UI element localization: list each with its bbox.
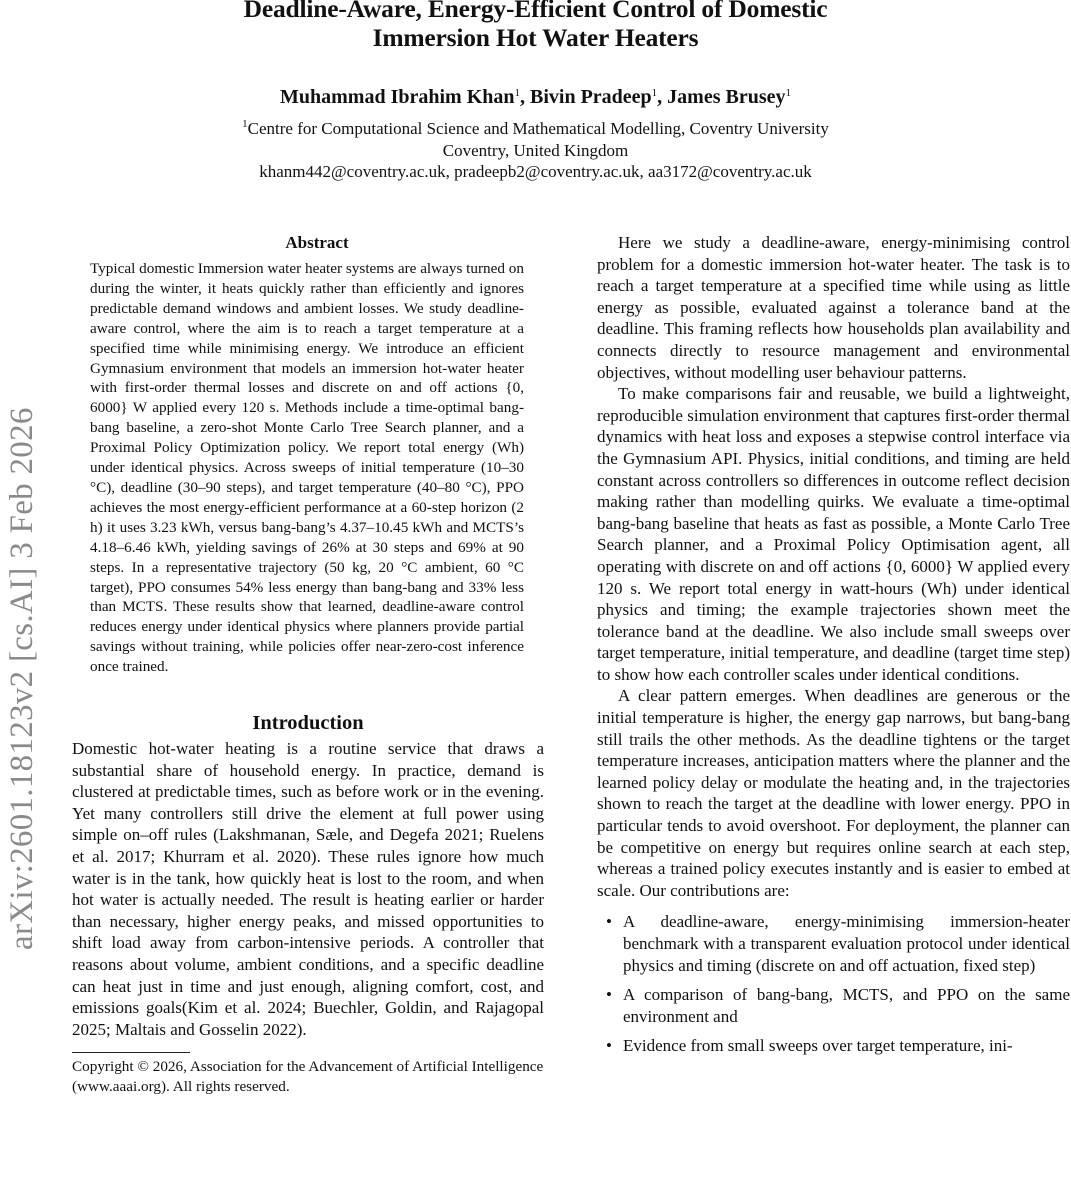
- abstract-heading: Abstract: [285, 233, 349, 252]
- affiliation-block: [0, 114, 1071, 183]
- author-separator: ,: [657, 86, 668, 108]
- contribution-text: A comparison of bang-bang, MCTS, and PPO on the same environment and: [623, 985, 1070, 1026]
- intro-paragraph-1: Domestic hot-water heating is a routine service that draws a substantial share of household energy. In practice, demand is clustered at predictable times, such as before work or in the evening. Yet many controllers still drive the element at full power using simple on–off rules (Lakshmanan, Sæle, and Degefa 2021; Ruelens et al. 2017; Khurram et al. 2020). These rules ignore how much water is in the tank, how quickly heat is lost to the room, and when hot water is actually needed. The result is heating earlier or harder than necessary, higher energy peaks, and missed opportunities to shift load away from carbon-intensive periods. A controller that reasons about volume, ambient conditions, and a specific deadline can heat just in time and just enough, aligning comfort, cost, and emissions goals(Kim et al. 2024; Buechler, Goldin, and Rajagopal 2025; Maltais and Gosselin 2022).: [72, 739, 544, 1039]
- author-name: James Brusey: [667, 86, 786, 108]
- contribution-text: A deadline-aware, energy-minimising immersion-heater benchmark with a transparent evaluation protocol under identical physics and timing (discrete on and off actuation, fixed step): [623, 912, 1070, 975]
- intro-paragraph-2: Here we study a deadline-aware, energy-minimising control problem for a domestic immersion hot-water heater. The task is to reach a target temperature at a specified time while using as little energy as possible, evaluated against a tolerance band at the deadline. This framing reflects how households plan availability and connects directly to resource management and environmental objectives, without modelling user behaviour patterns.: [597, 233, 1070, 382]
- author-name: Muhammad Ibrahim Khan: [280, 86, 515, 108]
- affiliation-line-1: Centre for Computational Science and Mathematical Modelling, Coventry University: [247, 119, 829, 138]
- introduction-heading: Introduction: [252, 712, 364, 735]
- title-line-1: Deadline-Aware, Energy-Efficient Control of Domestic: [243, 0, 828, 23]
- bullet-icon: •: [606, 985, 612, 1005]
- affiliation-line-2: Coventry, United Kingdom: [442, 140, 629, 160]
- abstract-text: Typical domestic Immersion water heater systems are always turned on during the winter, it heats quickly rather than efficiently and ignores predictable demand windows and ambient losses. We study deadline-aware control, where the aim is to reach a target temperature at a specified time while minimising energy. We introduce an efficient Gymnasium environment that models an immersion hot-water heater with first-order thermal losses and discrete on and off actions {0, 6000} W applied every 120 s. Methods include a time-optimal bang-bang baseline, a zero-shot Monte Carlo Tree Search planner, and a Proximal Policy Optimization policy. We report total energy (Wh) under identical physics. Across sweeps of initial temperature (10–30 °C), deadline (30–90 steps), and target temperature (40–80 °C), PPO achieves the most energy-efficient performance at a 60-step horizon (2 h) it uses 3.23 kWh, versus bang-bang’s 4.37–10.45 kWh and MCTS’s 4.18–6.46 kWh, yielding savings of 26% at 30 steps and 69% at 90 steps. In a representative trajectory (50 kg, 20 °C ambient, 60 °C target), PPO consumes 54% less energy than bang-bang and 33% less than MCTS. These results show that learned, deadline-aware control reduces energy under identical physics where planners provide partial savings without training, while policies offer near-zero-cost inference once trained.: [90, 260, 524, 676]
- affil-marker: 1: [242, 118, 248, 130]
- intro-paragraph-3: To make comparisons fair and reusable, we build a lightweight, reproducible simulation environment that captures first-order thermal dynamics with heat loss and exposes a stepwise control interface via the Gymnasium API. Physics, initial conditions, and timing are held constant across controllers so differences in outcome reflect decision making rather than modelling quirks. We evaluate a time-optimal bang-bang baseline that heats as fast as possible, a Monte Carlo Tree Search planner, and a Proximal Policy Optimisation agent, all operating with discrete on and off actions {0, 6000} W applied every 120 s. We report total energy in watt-hours (Wh) under identical physics and timing; the example trajectories shown meet the tolerance band at the deadline. We also include small sweeps over target temperature, initial temperature, and deadline (target time step) to show how each controller scales under identical conditions.: [597, 384, 1070, 684]
- paper-title: [0, 0, 1071, 52]
- bullet-icon: •: [606, 1036, 612, 1056]
- right-column: [597, 232, 1070, 1065]
- author-separator: ,: [520, 86, 530, 108]
- author-list: [0, 81, 1071, 109]
- bullet-icon: •: [606, 912, 612, 932]
- title-line-2: Immersion Hot Water Heaters: [372, 23, 699, 52]
- contribution-item: [597, 911, 1070, 976]
- contribution-text: Evidence from small sweeps over target temperature, ini-: [623, 1036, 1013, 1056]
- author-name: Bivin Pradeep: [530, 86, 652, 108]
- intro-paragraph-4: A clear pattern emerges. When deadlines are generous or the initial temperature is higher, the energy gap narrows, but bang-bang still trails the other methods. As the deadline tightens or the target temperature increases, anticipation matters where the planner and the learned policy delay or modulate the heating and, in the trajectories shown to reach the target at the deadline with lower energy. PPO in particular tends to avoid overshoot. For deployment, the planner can be competitive on energy but requires online search at each step, whereas a trained policy executes instantly and is easier to embed at scale. Our contributions are:: [597, 686, 1070, 900]
- contribution-item: [597, 984, 1070, 1027]
- contributions-list: [597, 911, 1070, 1057]
- arxiv-stamp: arXiv:2601.18123v2 [cs.AI] 3 Feb 2026: [4, 407, 40, 950]
- author-affil-marker: 1: [514, 87, 520, 99]
- left-column: [72, 232, 544, 1097]
- author-emails[interactable]: khanm442@coventry.ac.uk, pradeepb2@coventry.ac.uk, aa3172@coventry.ac.uk: [259, 162, 812, 181]
- author-affil-marker: 1: [651, 87, 658, 99]
- author-affil-marker: 1: [785, 87, 791, 99]
- contribution-item: [597, 1035, 1070, 1057]
- footnote-divider: [72, 1052, 190, 1053]
- copyright-footnote: Copyright © 2026, Association for the Advancement of Artificial Intelligence (www.aaai.org). All rights reserved.: [72, 1058, 544, 1096]
